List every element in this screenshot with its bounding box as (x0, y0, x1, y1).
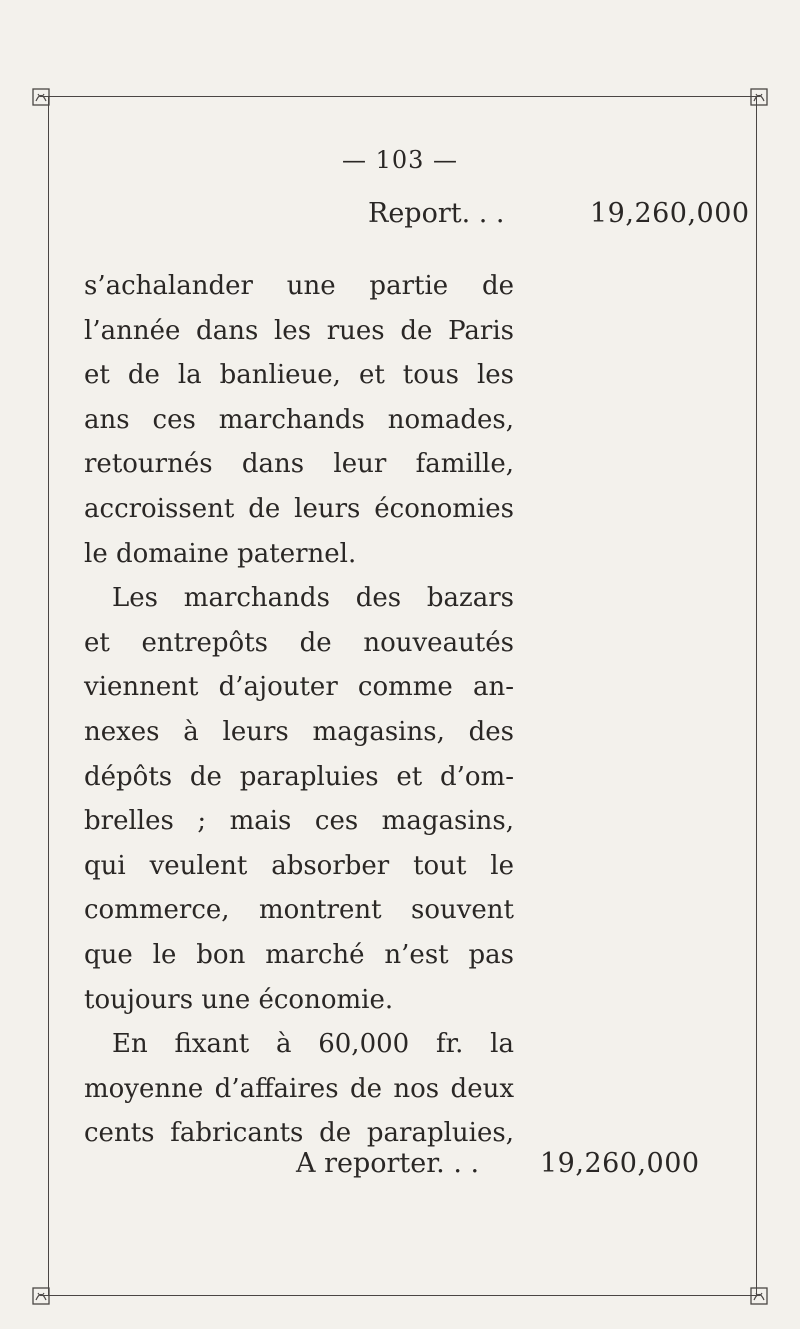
fleuron-icon (30, 86, 52, 108)
text-line: le domaine paternel. (84, 538, 357, 569)
bottom-rule (40, 1295, 758, 1296)
text-line: qui veulent absorber tout le (84, 850, 514, 881)
report-amount: 19,260,000 (540, 1148, 700, 1179)
fleuron-icon (30, 1285, 52, 1307)
text-line: dépôts de parapluies et d’om- (84, 761, 514, 792)
text-line: En fixant à 60,000 fr. la (112, 1029, 514, 1060)
report-label: Report. . . (368, 198, 505, 229)
body-text (84, 264, 514, 1156)
report-label: A reporter. . . (296, 1148, 480, 1179)
fleuron-icon (748, 86, 770, 108)
text-line: Les marchands des bazars (112, 583, 514, 614)
left-rule (48, 96, 49, 1295)
text-line: et entrepôts de nouveautés (84, 627, 514, 658)
right-rule (756, 96, 757, 1295)
text-line: retournés dans leur famille, (84, 449, 514, 480)
text-line: brelles ; mais ces magasins, (84, 806, 514, 837)
text-line: viennent d’ajouter comme an- (84, 672, 514, 703)
text-line: commerce, montrent souvent (84, 895, 514, 926)
report-amount: 19,260,000 (590, 198, 750, 229)
report-carried-forward (368, 198, 758, 229)
text-line: ans ces marchands nomades, (84, 404, 514, 435)
text-line: moyenne d’affaires de nos deux (84, 1073, 514, 1104)
text-line: l’année dans les rues de Paris (84, 315, 514, 346)
text-line: cents fabricants de parapluies, (84, 1118, 514, 1149)
page-number: — 103 — (341, 146, 459, 174)
text-line: toujours une économie. (84, 984, 394, 1015)
text-line: nexes à leurs magasins, des (84, 716, 514, 747)
text-line: accroissent de leurs économies (84, 493, 514, 524)
report-to-carry (296, 1148, 756, 1179)
text-line: et de la banlieue, et tous les (84, 360, 514, 391)
fleuron-icon (748, 1285, 770, 1307)
top-rule (40, 96, 758, 97)
text-line: que le bon marché n’est pas (84, 939, 514, 970)
text-line: s’achalander une partie de (84, 271, 514, 301)
